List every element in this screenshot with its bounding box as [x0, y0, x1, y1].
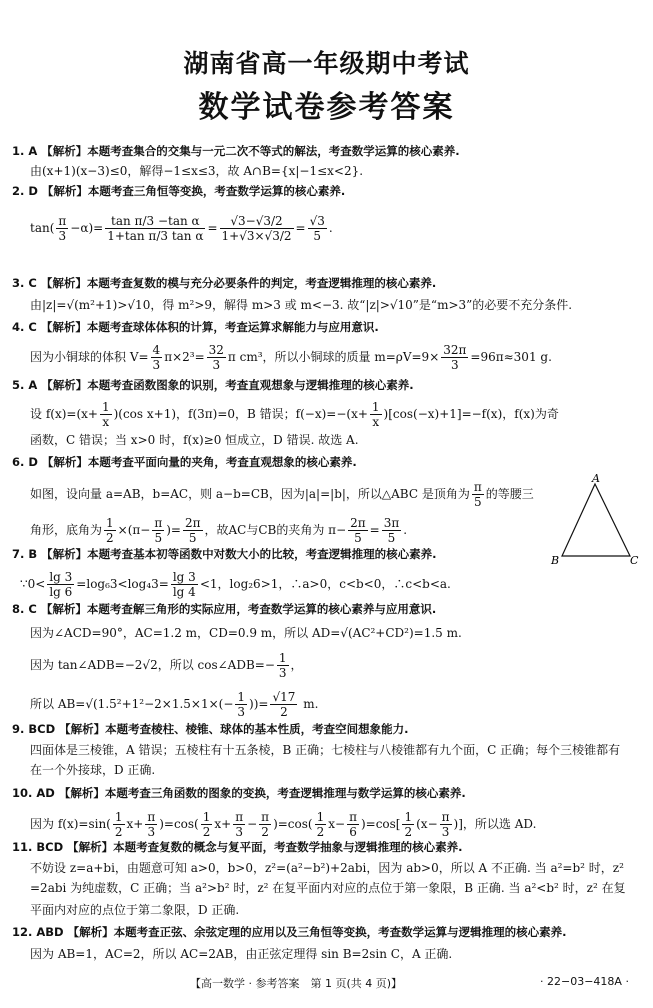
q10-body: 因为 f(x)=sin( $\frac{1}{2}$ x+ $\frac{\pi}{3}$ )=cos( $\frac{1}{2}$ x+ $\frac{\pi}{3}$ − $\frac{\pi}{2}$ )=cos( $\frac{1}{2}$ x− $\frac{\pi}{6}$ )=cos[ $\frac{1}{2}$ (x− $\frac{\pi}{3}$ )]，所以选 AD.	[30, 810, 537, 839]
q1-body: 由(x+1)(x−3)≤0，解得−1≤x≤3，故 A∩B={x|−1≤x<2}.	[30, 164, 364, 178]
q2-f2: $\frac{\text{tan π/3 −tan α}}{\text{1+tan π/3 tan α}}$	[107, 214, 204, 243]
footer-code: · 22−03−418A ·	[540, 975, 629, 988]
q2-f4: $\frac{√3}{5}$	[309, 214, 325, 243]
q2-t2: =	[207, 221, 218, 235]
q5-body: 设 f(x)=(x+ $\frac{1}{x}$ )(cos x+1)，f(3π)=0，B 错误；f(−x)=−(x+ $\frac{1}{x}$ )[cos(−x)+1]=−f(x)，f(x)为奇	[30, 400, 559, 429]
q11-body-1: 不妨设 z=a+bi，由题意可知 a>0，b>0，z²=(a²−b²)+2abi，因为 ab>0，所以 A 不正确. 当 a²=b² 时，z²	[30, 861, 624, 875]
q4-body: 因为小铜球的体积 V= $\frac{4}{3}$ π×2³= $\frac{32}{3}$ π cm³，所以小铜球的质量 m=ρV=9× $\frac{32\pi}{3}$ =96π≈301 g.	[30, 343, 552, 372]
vertex-a: A	[592, 472, 600, 485]
page-subtitle: 数学试卷参考答案	[198, 90, 455, 125]
triangle-figure	[550, 472, 640, 572]
q8-body-1: 因为∠ACD=90°，AC=1.2 m，CD=0.9 m，所以 AD=√(AC²+CD²)=1.5 m.	[30, 626, 462, 640]
q11-body-3: 平面内对应的点位于第二象限，D 正确.	[30, 903, 240, 917]
q2-heading: 2. D 【解析】本题考查三角恒等变换，考查数学运算的核心素养.	[12, 184, 346, 198]
q2-f1: $\frac{\pi}{3}$	[58, 214, 67, 243]
vertex-c: C	[630, 554, 639, 567]
footer-page-info: 【高一数学 · 参考答案 第 1 页(共 4 页)】	[190, 977, 403, 990]
q2-t4: .	[328, 221, 333, 235]
q9-body-2: 在一个外接球，D 正确.	[30, 763, 156, 777]
q10-heading: 10. AD 【解析】本题考查三角函数的图象的变换，考查逻辑推理与数学运算的核心素养.	[12, 786, 466, 800]
q6-body-2: 角形，底角为 $\frac{1}{2}$ ×(π− $\frac{\pi}{5}$ )= $\frac{2\pi}{5}$ ，故AC与CB的夹角为 π− $\frac{2\pi}{5}$ = $\frac{3\pi}{5}$ .	[30, 516, 408, 545]
q6-heading: 6. D 【解析】本题考查平面向量的夹角，考查直观想象的核心素养.	[12, 455, 357, 469]
q8-body-3: 所以 AB=√(1.5²+1²−2×1.5×1×(− $\frac{1}{3}$ ))= $\frac{√17}{2}$ m.	[30, 690, 319, 719]
q12-body: 因为 AB=1，AC=2，所以 AC=2AB，由正弦定理得 sin B=2sin C，A 正确.	[30, 947, 453, 961]
q6-body-1: 如图，设向量 a=AB，b=AC，则 a−b=CB，因为|a|=|b|，所以△ABC 是顶角为 $\frac{\pi}{5}$ 的等腰三	[30, 480, 534, 509]
q12-heading: 12. ABD 【解析】本题考查正弦、余弦定理的应用以及三角恒等变换，考查数学运算与逻辑推理的核心素养.	[12, 925, 567, 939]
q7-heading: 7. B 【解析】本题考查基本初等函数中对数大小的比较，考查逻辑推理的核心素养.	[12, 547, 437, 561]
q9-body-1: 四面体是三棱锥，A 错误；五棱柱有十五条棱，B 正确；七棱柱与八棱锥都有九个面，C 正确；每个三棱锥都有	[30, 743, 621, 757]
q2-t0: tan(	[30, 221, 55, 235]
q1-heading: 1. A 【解析】本题考查集合的交集与一元二次不等式的解法，考查数学运算的核心素养.	[12, 144, 460, 158]
q2-formula	[30, 214, 333, 243]
page-title: 湖南省高一年级期中考试	[183, 49, 470, 78]
q2-t3: =	[295, 221, 306, 235]
q11-heading: 11. BCD 【解析】本题考查复数的概念与复平面，考查数学抽象与逻辑推理的核心素养.	[12, 840, 463, 854]
q8-body-2: 因为 tan∠ADB=−2√2，所以 cos∠ADB=− $\frac{1}{3}$ ，	[30, 651, 303, 680]
vertex-b: B	[551, 554, 560, 567]
q2-f3: $\frac{√3-√3/2}{1+√3\times√3/2}$	[221, 214, 292, 243]
q7-body: ∵0< $\frac{\lg 3}{\lg 6}$ =log₆3<log₄3= $\frac{\lg 3}{\lg 4}$ <1，log₂6>1，∴a>0，c<b<0，∴c<b<a.	[20, 570, 451, 599]
q8-heading: 8. C 【解析】本题考查解三角形的实际应用，考查数学运算的核心素养与应用意识.	[12, 602, 437, 616]
q11-body-2: =2abi 为纯虚数，C 正确；当 a²>b² 时，z² 在复平面内对应的点位于第一象限，B 正确. 当 a²<b² 时，z² 在复	[30, 881, 626, 895]
q4-heading: 4. C 【解析】本题考查球体体积的计算，考查运算求解能力与应用意识.	[12, 320, 379, 334]
q2-t1: −α)=	[70, 221, 104, 235]
q9-heading: 9. BCD 【解析】本题考查棱柱、棱锥、球体的基本性质，考查空间想象能力.	[12, 722, 409, 736]
q3-body: 由|z|=√(m²+1)>√10，得 m²>9，解得 m>3 或 m<−3. 故“|z|>√10”是“m>3”的必要不充分条件.	[30, 298, 573, 312]
q5-body-2: 函数，C 错误；当 x>0 时，f(x)≥0 恒成立，D 错误. 故选 A.	[30, 433, 359, 447]
q3-heading: 3. C 【解析】本题考查复数的模与充分必要条件的判定，考查逻辑推理的核心素养.	[12, 276, 437, 290]
q5-heading: 5. A 【解析】本题考查函数图象的识别，考查直观想象与逻辑推理的核心素养.	[12, 378, 414, 392]
